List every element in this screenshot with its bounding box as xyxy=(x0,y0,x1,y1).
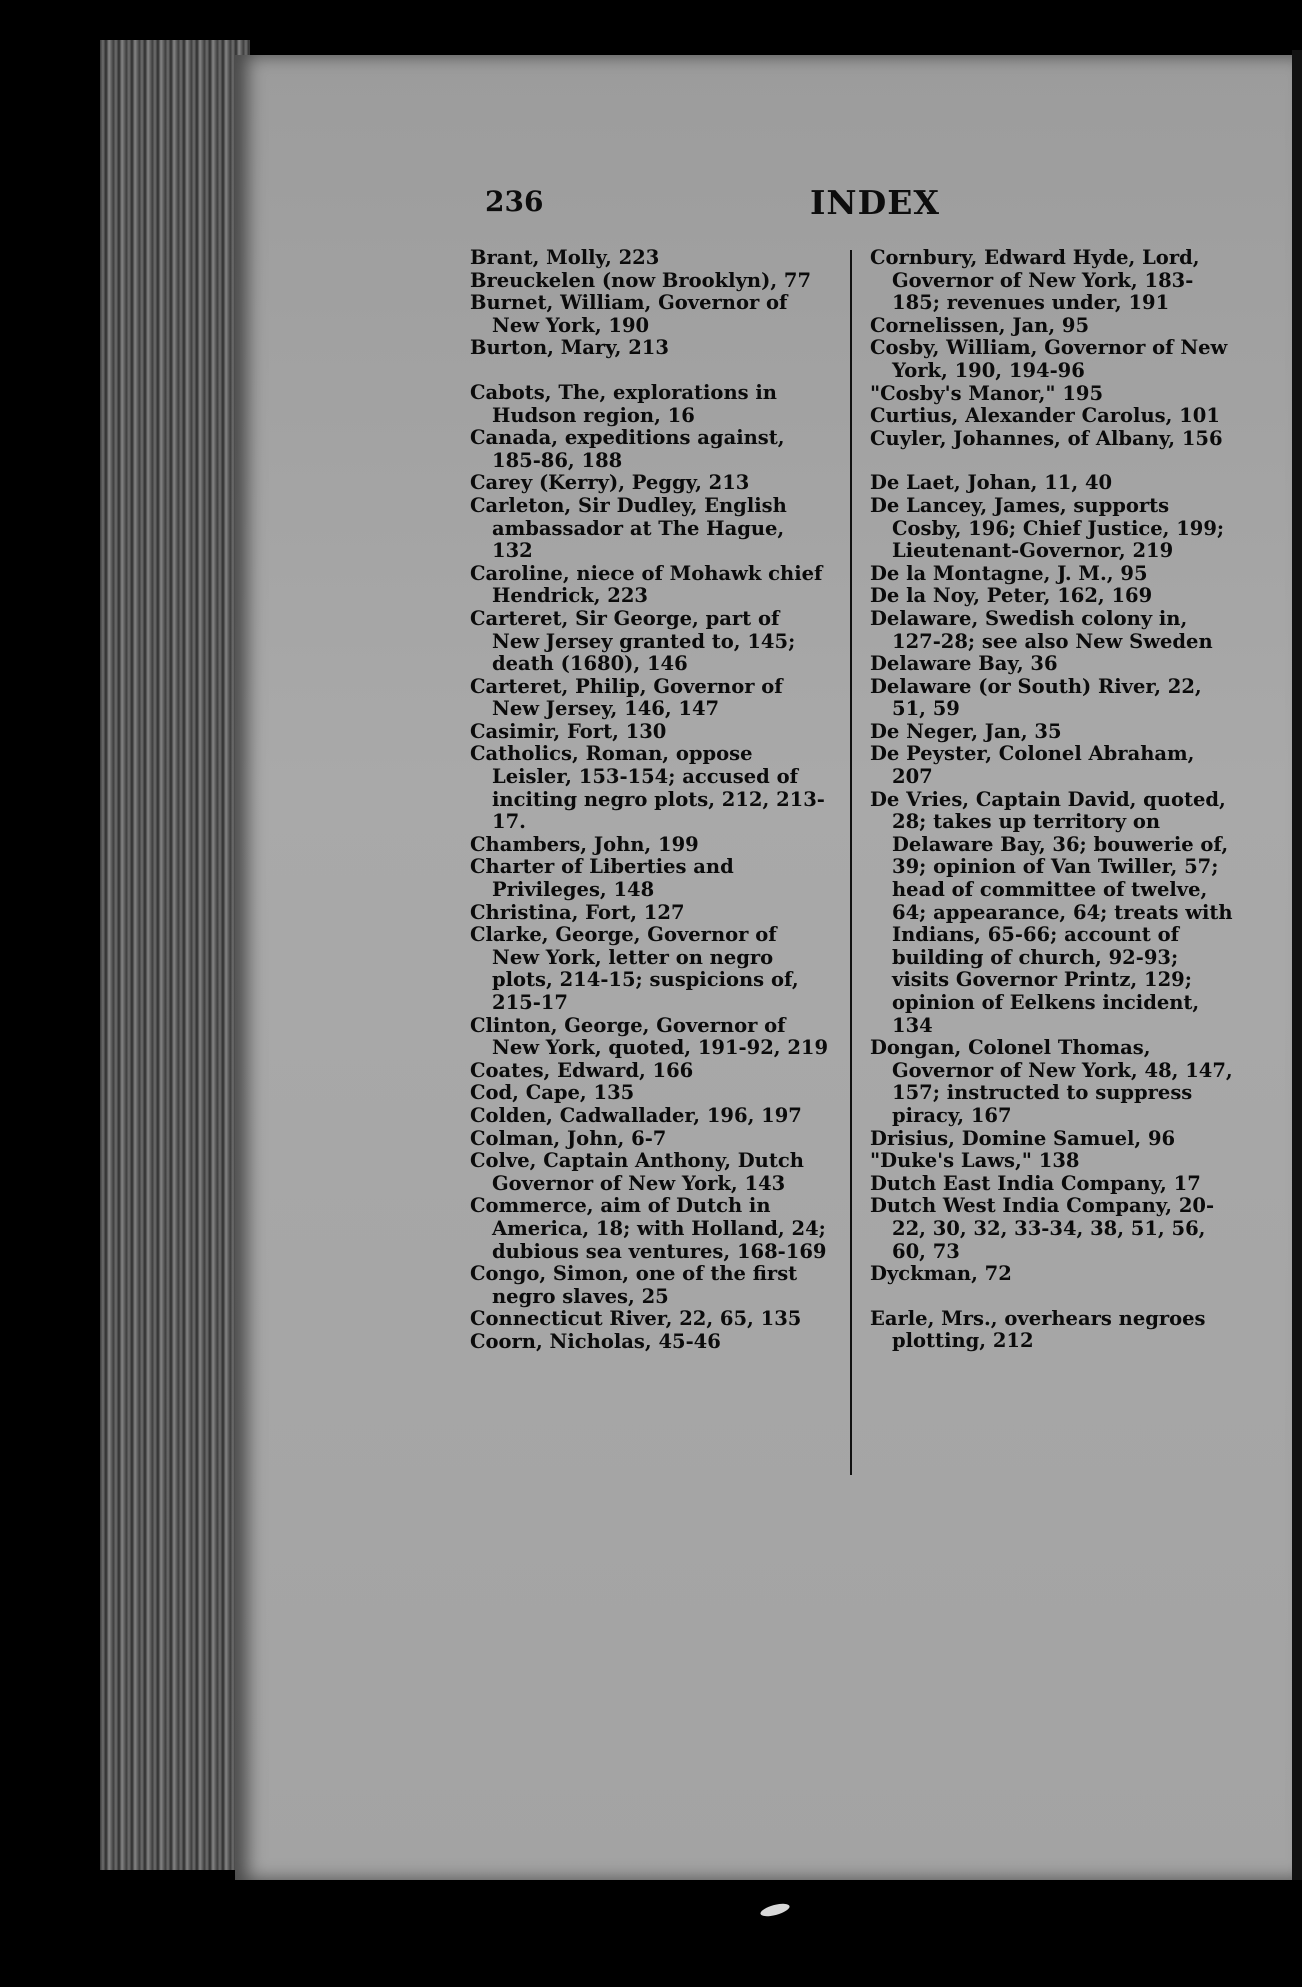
index-entry: "Duke's Laws," 138 xyxy=(870,1149,1080,1173)
index-entry: Carteret, Philip, Governor of New Jersey, 146, 147 xyxy=(470,674,783,721)
index-entry: Carey (Kerry), Peggy, 213 xyxy=(470,471,750,495)
index-entry: Drisius, Domine Samuel, 96 xyxy=(870,1126,1176,1150)
index-entry: Burnet, William, Governor of New York, 190 xyxy=(470,291,788,337)
index-entry: Coorn, Nicholas, 45-46 xyxy=(470,1329,721,1353)
index-entry: Brant, Molly, 223 xyxy=(470,246,660,269)
letter-group-gap xyxy=(870,1286,1240,1308)
index-entry: Canada, expeditions against, 185-86, 188 xyxy=(470,426,785,472)
index-entry: Breuckelen (now Brooklyn), 77 xyxy=(470,268,812,292)
index-entry: Cornbury, Edward Hyde, Lord, Governor of New York, 183-185; revenues under, 191 xyxy=(870,246,1200,315)
index-entry: Dutch East India Company, 17 xyxy=(870,1171,1201,1195)
index-entry: Colman, John, 6-7 xyxy=(470,1126,667,1150)
index-entry: Earle, Mrs., overhears negroes plotting, 212 xyxy=(870,1306,1206,1353)
index-entry: Cosby, William, Governor of New York, 190, 194-96 xyxy=(870,336,1228,382)
index-entry: De la Montagne, J. M., 95 xyxy=(870,561,1148,585)
index-entry: Delaware Bay, 36 xyxy=(870,652,1058,676)
index-entry: De Laet, Johan, 11, 40 xyxy=(870,471,1113,495)
index-entry: Delaware (or South) River, 22, 51, 59 xyxy=(870,674,1202,721)
index-entry: "Cosby's Manor," 195 xyxy=(870,381,1104,405)
page-title: INDEX xyxy=(810,183,940,222)
index-entry: Cuyler, Johannes, of Albany, 156 xyxy=(870,426,1223,450)
page-number: 236 xyxy=(485,185,544,218)
index-entry: De Vries, Captain David, quoted, 28; takes up territory on Delaware Bay, 36; bouwerie of, 39; opinion of Van Twiller, 57; head of committee of twelve, 64; appearance, 64; treats with Indians, 65-66; account of building of church, 92-93; visits Governor Printz, 129; opinion of Eelkens incident, 134 xyxy=(870,787,1233,1037)
index-entry: Dyckman, 72 xyxy=(870,1262,1012,1286)
index-right-column xyxy=(870,247,1240,1353)
index-entry: Dutch West India Company, 20-22, 30, 32, 33-34, 38, 51, 56, 60, 73 xyxy=(870,1194,1215,1263)
index-entry: De Lancey, James, supports Cosby, 196; Chief Justice, 199; Lieutenant-Governor, 219 xyxy=(870,493,1225,563)
page-blemish xyxy=(759,1901,791,1918)
index-entry: De Peyster, Colonel Abraham, 207 xyxy=(870,742,1195,789)
index-entry: Catholics, Roman, oppose Leisler, 153-154; accused of inciting negro plots, 212, 213-17. xyxy=(470,742,825,834)
index-entry: Congo, Simon, one of the first negro slaves, 25 xyxy=(470,1262,798,1308)
index-entry: Cornelissen, Jan, 95 xyxy=(870,313,1090,337)
index-entry: Clarke, George, Governor of New York, letter on negro plots, 214-15; suspicions of, 215-17 xyxy=(470,923,799,1014)
index-entry: De la Noy, Peter, 162, 169 xyxy=(870,584,1153,608)
page-right-edge xyxy=(1292,50,1302,1880)
index-entry: Carteret, Sir George, part of New Jersey granted to, 145; death (1680), 146 xyxy=(470,606,796,676)
book-spine-edge xyxy=(100,40,250,1870)
index-entry: De Neger, Jan, 35 xyxy=(870,719,1062,743)
index-entry: Connecticut River, 22, 65, 135 xyxy=(470,1307,802,1331)
index-entry: Commerce, aim of Dutch in America, 18; with Holland, 24; dubious sea ventures, 168-169 xyxy=(470,1194,827,1263)
index-entry: Chambers, John, 199 xyxy=(470,832,699,856)
index-entry: Carleton, Sir Dudley, English ambassador at The Hague, 132 xyxy=(470,493,787,563)
index-entry: Colden, Cadwallader, 196, 197 xyxy=(470,1103,802,1127)
letter-group-gap xyxy=(870,450,1240,472)
index-entry: Casimir, Fort, 130 xyxy=(470,719,667,743)
column-divider xyxy=(850,250,852,1475)
index-entry: Curtius, Alexander Carolus, 101 xyxy=(870,404,1220,428)
index-entry: Coates, Edward, 166 xyxy=(470,1058,694,1082)
index-entry: Clinton, George, Governor of New York, quoted, 191-92, 219 xyxy=(470,1013,829,1060)
index-entry: Christina, Fort, 127 xyxy=(470,900,685,924)
index-entry: Colve, Captain Anthony, Dutch Governor of New York, 143 xyxy=(470,1149,804,1195)
index-left-column xyxy=(470,247,830,1354)
letter-group-gap xyxy=(470,360,830,382)
page-header xyxy=(485,185,1275,225)
index-entry: Charter of Liberties and Privileges, 148 xyxy=(470,855,734,902)
index-entry: Burton, Mary, 213 xyxy=(470,336,669,360)
index-entry: Caroline, niece of Mohawk chief Hendrick, 223 xyxy=(470,561,823,608)
index-entry: Cod, Cape, 135 xyxy=(470,1081,635,1105)
index-entry: Dongan, Colonel Thomas, Governor of New York, 48, 147, 157; instructed to suppress piracy, 167 xyxy=(870,1036,1233,1127)
index-entry: Delaware, Swedish colony in, 127-28; see also New Sweden xyxy=(870,606,1213,653)
index-entry: Cabots, The, explorations in Hudson region, 16 xyxy=(470,380,777,427)
